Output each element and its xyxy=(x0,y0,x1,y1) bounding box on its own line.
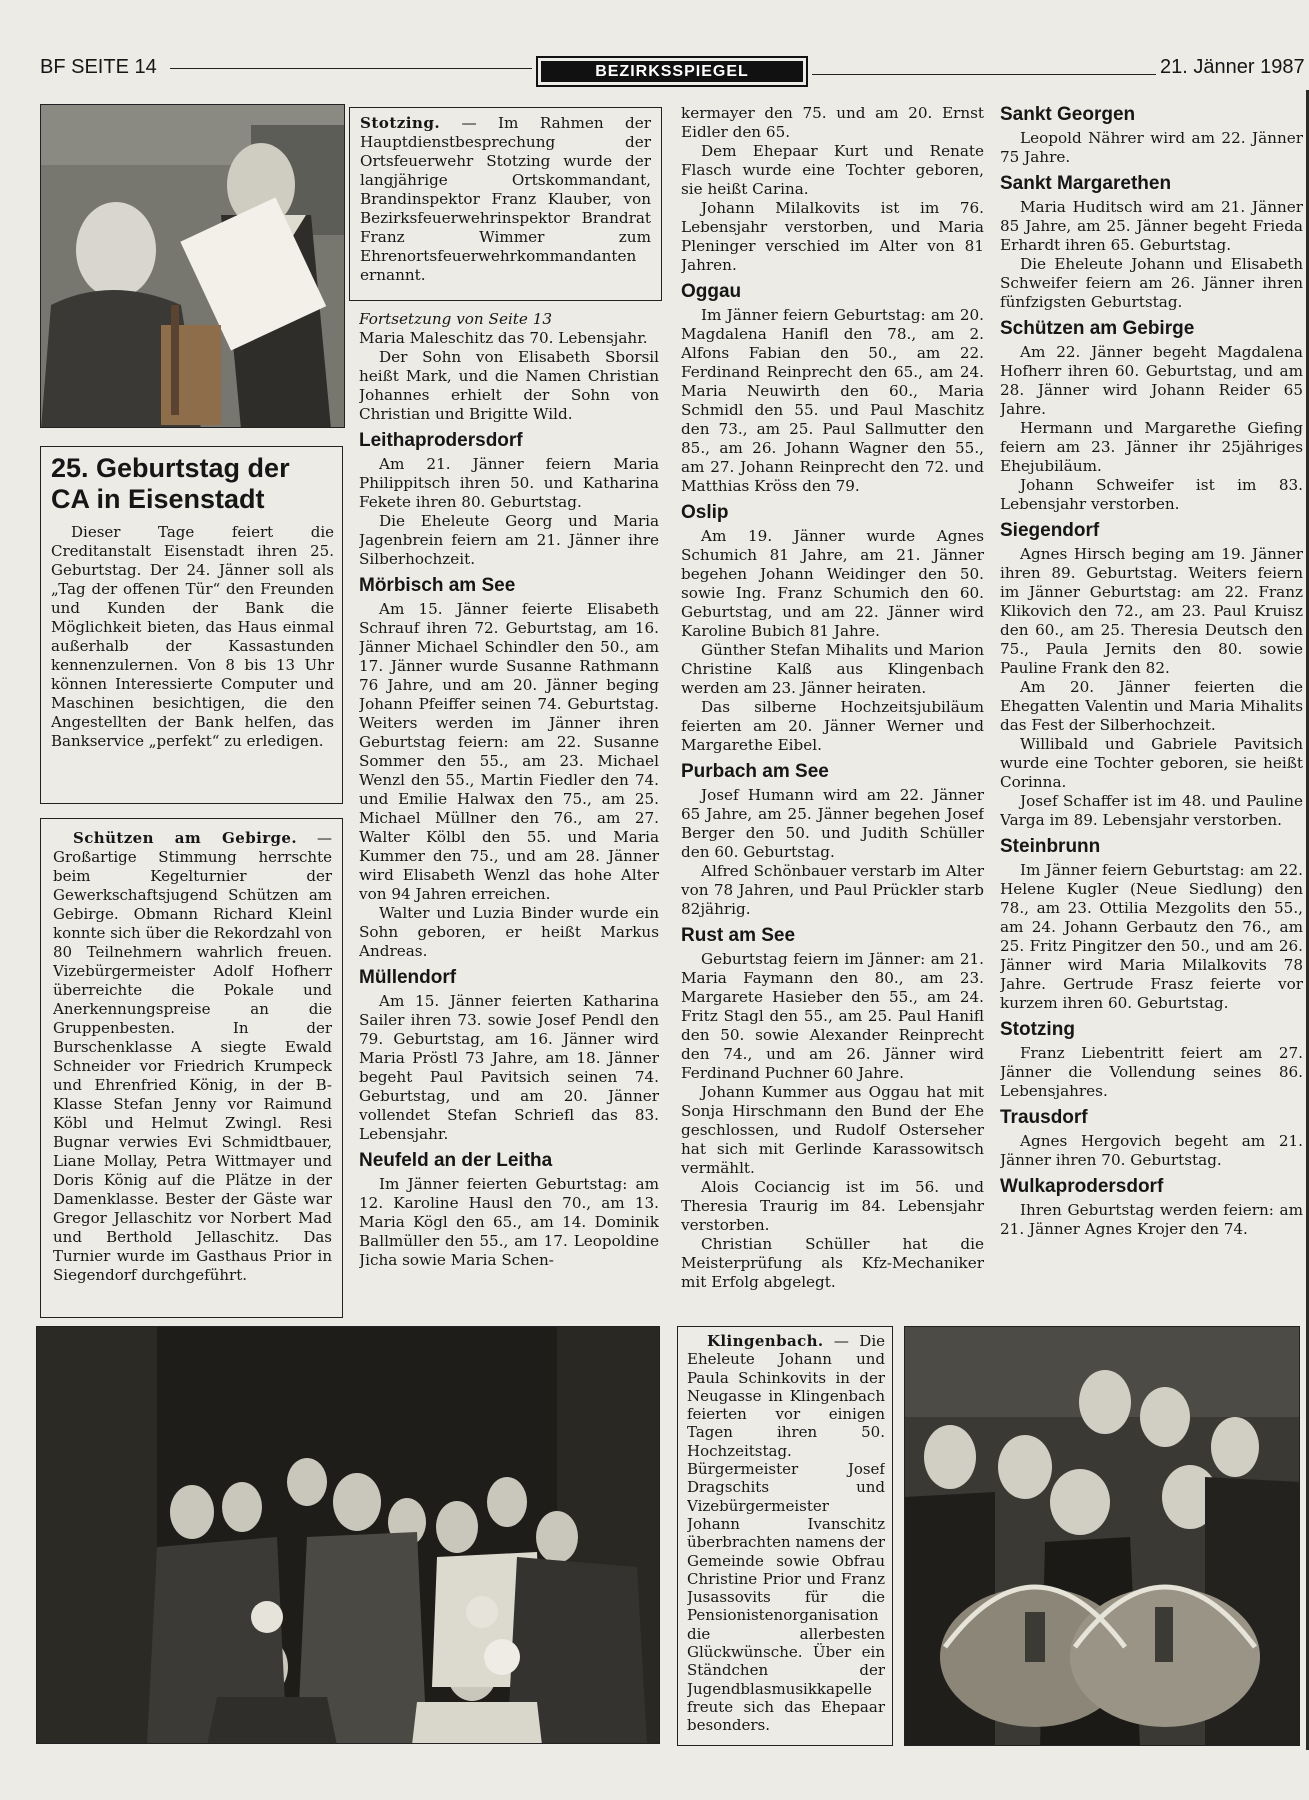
schuetzen-lead: Schützen am Gebirge. xyxy=(73,829,297,847)
trausdorf-para-1: Agnes Hergovich begeht am 21. Jänner ihren 70. Geburtstag. xyxy=(1000,1132,1303,1169)
oggau-para-1: Im Jänner feiern Geburtstag: am 20. Magdalena Hanifl den 78., am 2. Alfons Fabian den 50., am 22. Ferdinand Reinprecht den 65., am 24. Maria Neuwirth den 60., Maria Schmidl den 55. und Paul Maschitz den 73., am 25. Paul Sallmutter den 85., am 26. Johann Wagner den 55., am 27. Johann Reinprecht den 72. und Matthias Kröss den 79. xyxy=(681,306,984,495)
oslip-para-2: Günther Stefan Mihalits und Marion Christine Kalß aus Klingenbach werden am 23. Jänner heiraten. xyxy=(681,641,984,697)
stotzing-text: — Im Rahmen der Hauptdienstbesprechung der Ortsfeuerwehr Stotzing wurde der langjährige Ortskommandant, Brandinspektor Franz Klauber, von Bezirksfeuerwehrinspektor Brandrat Franz Wimmer zum Ehrenortsfeuerwehrkommandanten ernannt. xyxy=(360,114,651,284)
section-title-sankt-georgen: Sankt Georgen xyxy=(1000,104,1136,125)
moerbisch-para-2: Walter und Luzia Binder wurde ein Sohn geboren, er heißt Markus Andreas. xyxy=(359,904,659,960)
section-title-leithaprodersdorf: Leithaprodersdorf xyxy=(359,430,523,451)
photo-fire-brigade-image xyxy=(41,105,345,428)
klingenbach-lead: Klingenbach. xyxy=(707,1332,824,1350)
section-title-sankt-margarethen: Sankt Margarethen xyxy=(1000,173,1172,194)
ca-text: Dieser Tage feiert die Creditanstalt Eisenstadt ihren 25. Geburtstag. Der 24. Jänner soll als „Tag der offenen Tür“ den Freunden und Kunden der Bank die Möglichkeit bieten, das Haus einmal außerhalb der Kassastunden kennenzulernen. Von 8 bis 13 Uhr können Interessierte Computer und Maschinen besichtigen, die den Angestellten der Bank helfen, das Bankservice „perfekt“ zu erledigen. xyxy=(51,523,334,750)
ca-anniversary-box xyxy=(40,446,343,804)
siegendorf-para-3: Willibald und Gabriele Pavitsich wurde eine Tochter geboren, sie heißt Corinna. xyxy=(1000,735,1303,791)
section-title-siegendorf: Siegendorf xyxy=(1000,520,1100,541)
photo-goldene-hochzeit xyxy=(904,1326,1300,1746)
schuetzen-text: — Großartige Stimmung herrschte beim Kegelturnier der Gewerkschaftsjugend Schützen am Gebirge. Obmann Richard Kleinl konnte sich über die Rekordzahl von 80 Teilnehmern wahrlich freuen. Vizebürgermeister Adolf Hofherr überreichte die Pokale und Anerkennungspreise an die Gruppenbesten. In der Burschenklasse A siegte Ewald Schneider vor Friedrich Krumpeck und Ehrenfried König, in der B-Klasse Stefan Jenny vor Raimund Köbl und Helmut Zwingl. Resi Bugnar verwies Evi Schmidtbauer, Liane Mollay, Petra Wittmayer und Doris König auf die Plätze in der Damenklasse. Bester der Gäste war Gregor Jellaschitz vor Norbert Mad und Berthold Jellaschitz. Das Turnier wurde im Gasthaus Prior in Siegendorf durchgeführt. xyxy=(53,829,332,1284)
photo-goldene-hochzeit-image xyxy=(905,1327,1300,1746)
siegendorf-para-2: Am 20. Jänner feierten die Ehegatten Valentin und Maria Mihalits das Fest der Silberhochzeit. xyxy=(1000,678,1303,734)
rust-para-4: Christian Schüller hat die Meisterprüfung als Kfz-Mechaniker mit Erfolg abgelegt. xyxy=(681,1235,984,1291)
stotzing-paragraph xyxy=(360,114,651,285)
rust-para-1: Geburtstag feiern im Jänner: am 21. Maria Faymann den 80., am 23. Margarete Hasieber den 55., am 24. Fritz Stagl den 55., am 25. Paul Hanifl den 50. sowie Alexander Reinprecht den 74., und am 26. Jänner wird Ferdinand Puchner 60 Jahre. xyxy=(681,950,984,1082)
section-masthead xyxy=(536,56,808,87)
header-rule-left xyxy=(170,68,532,69)
header-rule-right xyxy=(812,74,1156,75)
col3-intro-3: Johann Milalkovits ist im 76. Lebensjahr verstorben, und Maria Pleninger verschied im Alter von 81 Jahren. xyxy=(681,199,984,274)
schuetzen-kegelturnier-box xyxy=(40,818,343,1318)
siegendorf-para-4: Josef Schaffer ist im 48. und Pauline Varga im 89. Lebensjahr verstorben. xyxy=(1000,792,1303,829)
issue-date: 21. Jänner 1987 xyxy=(1160,56,1305,78)
col3-intro-1: kermayer den 75. und am 20. Ernst Eidler den 65. xyxy=(681,104,984,141)
siegendorf-para-1: Agnes Hirsch beging am 19. Jänner ihren 89. Geburtstag. Weiters feiern im Jänner Geburtstag: am 22. Franz Klikovich den 72., am 23. Paul Kruisz den 60., am 25. Theresia Deutsch den 75., Paula Jernits den 80. sowie Pauline Frank den 82. xyxy=(1000,545,1303,677)
sankt-georgen-para-1: Leopold Nährer wird am 22. Jänner 75 Jahre. xyxy=(1000,129,1303,166)
column-3 xyxy=(681,104,984,1314)
wulkaprodersdorf-para-1: Ihren Geburtstag werden feiern: am 21. Jänner Agnes Krojer den 74. xyxy=(1000,1201,1303,1238)
moerbisch-para-1: Am 15. Jänner feierte Elisabeth Schrauf ihren 72. Geburtstag, am 16. Jänner Michael Schindler den 50., am 17. Jänner wurde Susanne Rathmann 76 Jahre, und am 20. Jänner beging Johann Pfeiffer seinen 74. Geburtstag. Weiters werden im Jänner ihren Geburtstag feiern: am 22. Susanne Sommer den 55., am 23. Michael Wenzl den 55., Martin Fiedler den 74. und Emilie Halwax den 75., am 25. Michael Müllner den 76., am 27. Walter Kölbl den 55. und Maria Kummer den 75., und am 28. Jänner wird Elisabeth Wenzl das hohe Alter von 94 Jahren erreichen. xyxy=(359,600,659,903)
schuetzen-para-3: Johann Schweifer ist im 83. Lebensjahr verstorben. xyxy=(1000,476,1303,513)
page-number: BF SEITE 14 xyxy=(40,56,157,78)
muellendorf-para-1: Am 15. Jänner feierten Katharina Sailer ihren 73. sowie Josef Pendl den 79. Geburtstag, am 16. Jänner wird Maria Pröstl 73 Jahre, am 18. Jänner begeht Paul Pavitsich seinen 74. Geburtstag, und am 20. Jänner vollendet Stefan Schriefl das 83. Lebensjahr. xyxy=(359,992,659,1143)
section-title-wulkaprodersdorf: Wulkaprodersdorf xyxy=(1000,1176,1164,1197)
section-title-steinbrunn: Steinbrunn xyxy=(1000,836,1101,857)
section-title-oslip: Oslip xyxy=(681,502,729,523)
schuetzen-para-2: Hermann und Margarethe Giefing feiern am 23. Jänner ihr 25jähriges Ehejubiläum. xyxy=(1000,419,1303,475)
photo-kegelturnier xyxy=(36,1326,660,1744)
col3-intro-2: Dem Ehepaar Kurt und Renate Flasch wurde eine Tochter geboren, sie heißt Carina. xyxy=(681,142,984,198)
oslip-para-1: Am 19. Jänner wurde Agnes Schumich 81 Jahre, am 21. Jänner begehen Johann Weidinger den 50. sowie Ing. Franz Schumich den 60. Geburtstag, und am 22. Jänner wird Karoline Bubich 81 Jahre. xyxy=(681,527,984,640)
col2-intro-2: Der Sohn von Elisabeth Sborsil heißt Mark, und die Namen Christian Johannes erhielt der Sohn von Christian und Brigitte Wild. xyxy=(359,348,659,423)
sankt-margarethen-para-2: Die Eheleute Johann und Elisabeth Schweifer feiern am 26. Jänner ihren fünfzigsten Geburtstag. xyxy=(1000,255,1303,311)
steinbrunn-para-1: Im Jänner feiern Geburtstag: am 22. Helene Kugler (Neue Siedlung) den 78., am 23. Ottilia Mezgolits den 55., am 24. Johann Gerbautz den 76., am 25. Fritz Pingitzer den 50., und am 26. Jänner wird Maria Milalkovits 78 Jahre. Gertrude Frasz feierte vor kurzem ihren 60. Geburtstag. xyxy=(1000,861,1303,1012)
leithaprodersdorf-para-1: Am 21. Jänner feiern Maria Philippitsch ihren 50. und Katharina Fekete ihren 80. Geburtstag. xyxy=(359,455,659,511)
section-title-stotzing: Stotzing xyxy=(1000,1019,1075,1040)
section-title: BEZIRKSSPIEGEL xyxy=(541,61,803,82)
section-title-schuetzen: Schützen am Gebirge xyxy=(1000,318,1195,339)
column-2 xyxy=(359,310,659,1312)
stotzing-lead: Stotzing. xyxy=(360,114,441,132)
continued-note: Fortsetzung von Seite 13 xyxy=(359,310,553,328)
schuetzen-paragraph xyxy=(53,829,332,1285)
section-title-trausdorf: Trausdorf xyxy=(1000,1107,1088,1128)
section-title-neufeld: Neufeld an der Leitha xyxy=(359,1150,553,1171)
klingenbach-news-box xyxy=(677,1326,893,1746)
neufeld-para-1: Im Jänner feierten Geburtstag: am 12. Karoline Hausl den 70., am 13. Maria Kögl den 65., am 14. Dominik Ballmüller den 55., am 17. Leopoldine Jicha sowie Maria Schen- xyxy=(359,1175,659,1269)
leithaprodersdorf-para-2: Die Eheleute Georg und Maria Jagenbrein feiern am 21. Jänner ihre Silberhochzeit. xyxy=(359,512,659,568)
klingenbach-paragraph xyxy=(687,1332,885,1735)
rust-para-2: Johann Kummer aus Oggau hat mit Sonja Hirschmann den Bund der Ehe geschlossen, und Rudolf Osterseher hat sich mit Gerlinde Karassowitsch vermählt. xyxy=(681,1083,984,1177)
purbach-para-2: Alfred Schönbauer verstarb im Alter von 78 Jahren, und Paul Prückler starb 82jährig. xyxy=(681,862,984,918)
sankt-margarethen-para-1: Maria Huditsch wird am 21. Jänner 85 Jahre, am 25. Jänner begeht Frieda Erhardt ihren 65. Geburtstag. xyxy=(1000,198,1303,254)
purbach-para-1: Josef Humann wird am 22. Jänner 65 Jahre, am 25. Jänner begehen Josef Berger den 50. und Judith Schüller den 60. Geburtstag. xyxy=(681,786,984,861)
ca-headline: 25. Geburtstag der CA in Eisenstadt xyxy=(51,453,290,514)
section-title-rust: Rust am See xyxy=(681,925,796,946)
rust-para-3: Alois Cociancig ist im 56. und Theresia Traurig im 84. Lebensjahr verstorben. xyxy=(681,1178,984,1234)
stotzing-news-box xyxy=(349,107,662,301)
column-4 xyxy=(1000,104,1303,1314)
klingenbach-text: — Die Eheleute Johann und Paula Schinkovits in der Neugasse in Klingenbach feierten vor einigen Tagen ihren 50. Hochzeitstag. Bürgermeister Josef Dragschits und Vizebürgermeister Johann Ivanschitz überbrachten namens der Gemeinde sowie Obfrau Christine Prior und Franz Jusassovits für die Pensionistenorganisation die allerbesten Glückwünsche. Über ein Ständchen der Jugendblasmusikkapelle freute sich das Ehepaar besonders. xyxy=(687,1332,885,1735)
photo-kegelturnier-image xyxy=(37,1327,660,1744)
schuetzen-para-1: Am 22. Jänner begeht Magdalena Hofherr ihren 60. Geburtstag, und am 28. Jänner wird Johann Reider 65 Jahre. xyxy=(1000,343,1303,418)
section-title-moerbisch: Mörbisch am See xyxy=(359,575,516,596)
col2-intro-1: Maria Maleschitz das 70. Lebensjahr. xyxy=(359,329,648,347)
stotzing-para-1: Franz Liebentritt feiert am 27. Jänner die Vollendung seines 86. Lebensjahres. xyxy=(1000,1044,1303,1100)
photo-fire-brigade xyxy=(40,104,345,428)
section-title-muellendorf: Müllendorf xyxy=(359,967,457,988)
section-title-purbach: Purbach am See xyxy=(681,761,829,782)
oslip-para-3: Das silberne Hochzeitsjubiläum feierten am 20. Jänner Werner und Margarethe Eibel. xyxy=(681,698,984,754)
section-title-oggau: Oggau xyxy=(681,281,742,302)
